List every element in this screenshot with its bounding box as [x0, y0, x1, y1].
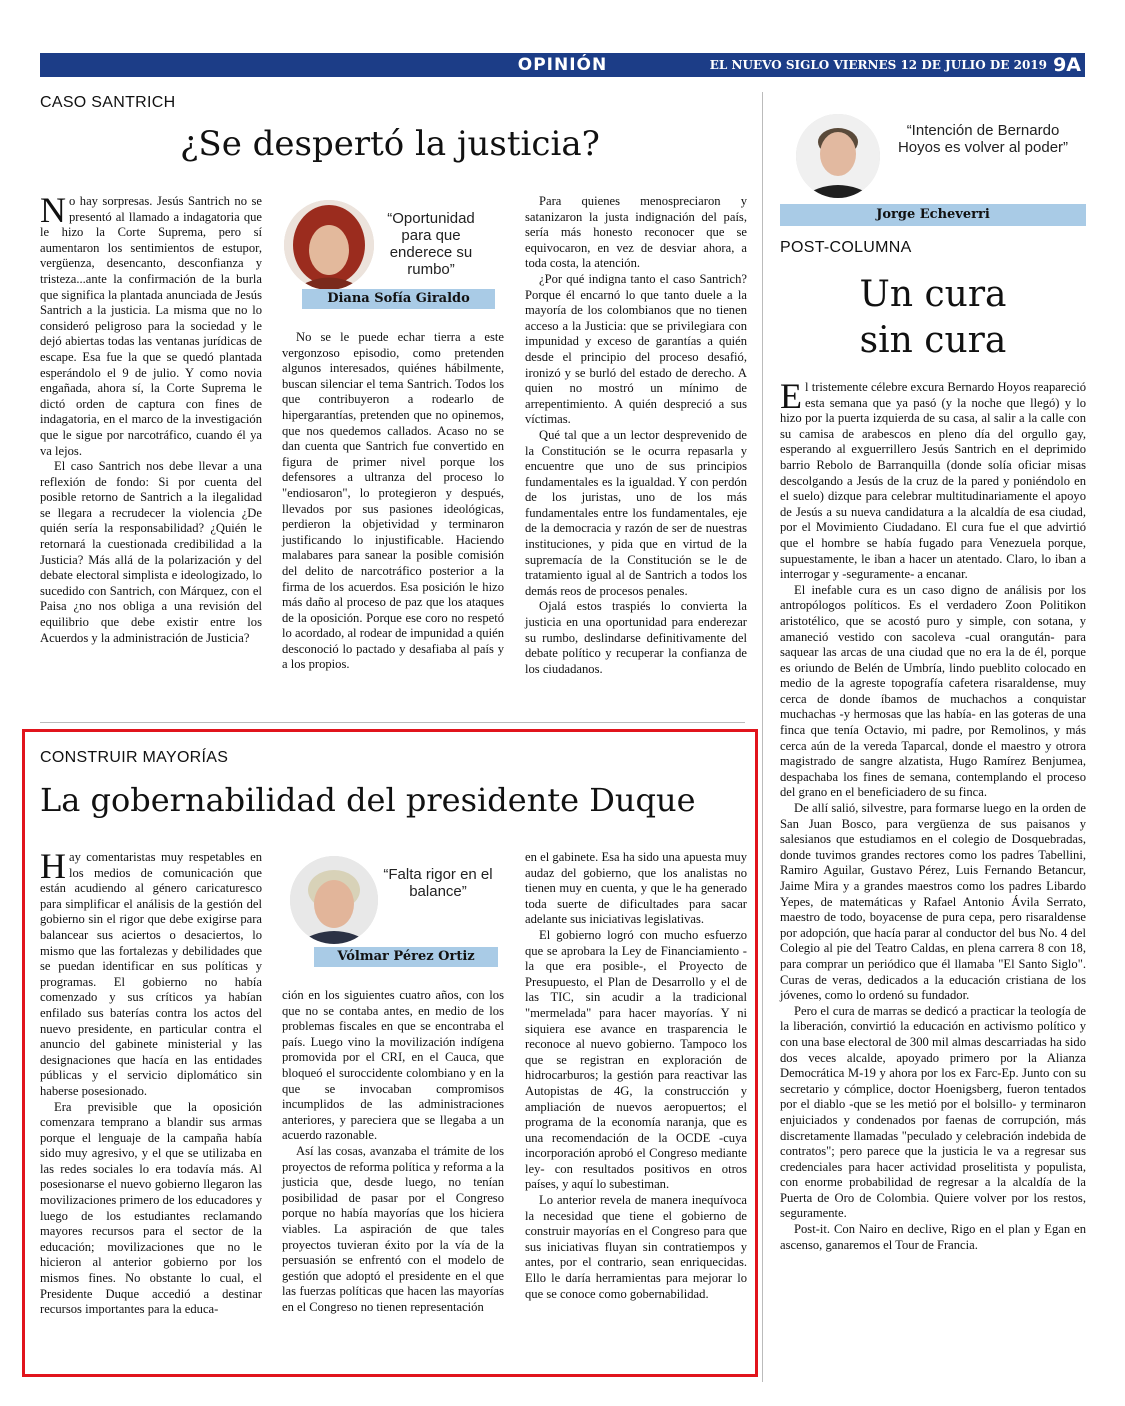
article1-paragraph: No se le puede echar tierra a este vergonzoso episodio, como pretenden algunos interesados, quiénes hábilmente, buscan silenciar el tema Santrich. Todos los que contribuyeron a rodearlo de hipergarantías, pretenden que no opinemos, que nos quedemos callados. Acaso no se dan cuenta que Santrich fue convertido en figura de primer nivel porque los defensores a ultranza del proceso lo "endiosaron", lo protegieron y después, llevados por sus pasiones ideológicas, perdieron la objetividad y terminaron justificando lo injustificable. Haciendo malabares para sanear la posible comisión del delito de narcotráfico posterior a la firma de los acuerdos. Esa posición le hizo más daño al proceso de paz que los ataques de la oposición. Porque ese coro no respetó lo acordado, al rodear de impunidad a quién desconoció lo pactado y desafiaba al país y a los propios.: [282, 330, 504, 672]
paper-name: EL NUEVO SIGLO: [709, 58, 830, 72]
dropcap: H: [40, 846, 66, 886]
article1-column-1: [40, 190, 262, 646]
article2-column-2: [282, 988, 504, 1315]
article2-column-1: [40, 846, 262, 1318]
article3-paragraph: l tristemente célebre excura Bernardo Hoyos reapareció esta semana que ya pasó (y la noche que llegó) y lo hizo por la puerta izquierda de su casa, al salir a la calle con su camisa de arabescos en pleno día del orgullo gay, esperando al exguerrillero Jesús Santrich en el deprimido barrio Rebolo de Barranquilla (donde solía oficiar misas descolgando a Jesús de la cruz de la pared y poniéndolo en el suelo) dizque para celebrar multitudinariamente el apoyo de Jesús a su nueva candidatura a la alcaldía de esa ciudad, por el Movimiento Ciudadano. El cura fue el que advirtió que el hombre se había fugado para Venezuela porque, supuestamente, le iban a hacer un atentado. Claro, lo iban a interrogar y -seguramente- a encanar.: [780, 380, 1086, 582]
page-number: 9A: [1053, 54, 1081, 76]
author-photo-icon: [290, 856, 378, 944]
article3-column: [780, 376, 1086, 1253]
article2-title: La gobernabilidad del presidente Duque: [40, 781, 696, 819]
section-title: OPINIÓN: [517, 55, 608, 75]
author-portrait: [284, 200, 374, 290]
article1-paragraph: El caso Santrich nos debe llevar a una reflexión de fondo: Si por cuenta del posible retorno de Santrich a la ilegalidad se llegara a recrudecer la violencia ¿De quién sería la responsabilidad? ¿Quién le retornará la cuestionada credibilidad a la Justicia? Más allá de la polarización y del debate electoral simplista e ideologizado, lo sucedido con Santrich, con Márquez, con el Paisa ¿no nos obliga a una revisión del equilibrio que debe existir entre los Acuerdos y la administración de Justicia?: [40, 459, 262, 645]
article2-paragraph: Así las cosas, avanzaba el trámite de los proyectos de reforma política y reforma a la justicia que, desde luego, no tenían posibilidad de pasar por el Congreso porque no había mayorías que los hiciera viables. La aspiración de que tales proyectos tuvieran éxito por la vía de la persuasión se enfrentó con el modelo de gestión que adoptó el presidente en el que las fuerzas políticas que hacen las mayorías en el Congreso no tienen representación: [282, 1143, 504, 1314]
pull-quote: “Falta rigor en el balance”: [383, 866, 493, 900]
article2-paragraph: ción en los siguientes cuatro años, con los que no se contaba antes, en medio de los problemas fiscales en que se encontraba el país. Luego vino la movilización indígena promovida por el CRI, en el Cauca, que bloqueó el suroccidente colombiano y en la que se invocaban compromisos incumplidos de las administraciones anteriores, y pareciera que se llegaba a un acuerdo razonable.: [282, 988, 504, 1143]
article1-paragraph: Para quienes menospreciaron y satanizaron la justa indignación del país, sería más honesto reconocer que se equivocaron, en vez de desviar ahora, a toda costa, la atención.: [525, 194, 747, 271]
pull-quote: “Intención de Bernardo Hoyos es volver al poder”: [897, 122, 1069, 156]
article3-kicker: POST-COLUMNA: [780, 239, 912, 256]
dropcap: E: [780, 376, 802, 416]
dropcap: N: [40, 190, 66, 230]
issue-date: VIERNES 12 DE JULIO DE 2019: [833, 58, 1047, 72]
article1-column-3: [525, 194, 747, 677]
article3-paragraph: El inefable cura es un caso digno de análisis por los antropólogos políticos. Es el verdadero Zoon Politikon aristotélico, que se acostó puro y simple, con sotana, y amaneció vestido con sacoleva -cual orangután- para saquear las arcas de una ciudad que no era la de él, porque es oriundo de Belén de Umbría, lindo pueblito colocado en medio de la agreste topografía cafetera risaraldense, muy cerca de donde íbamos de muchachos a conquistar muchachas -y hermosas que las había- en las goteras de una finca que tenía Octavio, mi padre, por Remolinos, y más cerca aún de la vereda Taparcal, donde el maestro y otrora magistrado de sangre alzatista, Hugo Ramírez Benjumea, despachaba los fines de semana, contemplando el proceso del grano en el beneficiadero de su finca.: [780, 582, 1086, 800]
article1-paragraph: ¿Por qué indigna tanto el caso Santrich? Porque él encarnó lo que tanto duele a la mayoría de los colombianos que no tienen acceso a la Justicia: que se privilegiara con impunidad y exceso de garantías a quién desde el principio del proceso desafió, ironizó y se burló del estado de derecho. A quien no mostró un mínimo de arrepentimiento. A quién despreció a sus víctimas.: [525, 271, 747, 427]
section-header-bar: [40, 53, 1085, 77]
article1-paragraph: Ojalá estos traspiés lo convierta la justicia en una oportunidad para enderezar su rumbo, deslindarse definitivamente del debate político y recuperar la confianza de los ciudadanos.: [525, 599, 747, 676]
pull-quote: “Oportunidad para que enderece su rumbo”: [387, 210, 475, 278]
article1-column-2: [282, 330, 504, 673]
article3-paragraph: De allí salió, silvestre, para formarse luego en la orden de San Juan Bosco, para vergüenza de sus paisanos y salesianos que estudiamos en el colegio de Dosquebradas, donde tuvimos grandes rectores como los padres Tabellini, Ramiro Aguilar, Gustavo Pérez, Luis Fernando Betancur, Jaime Mira y a grandes maestros como los padres Libardo Yepes, de matemáticas y Rafael Antonio Ávila Serrato, maestro de todo, boyacense de pura cepa, pero risaraldense por adopción, que hacía parar al conductor del bus No. 4 del Colegio al pie del Teatro Caldas, en plena carrera 8 con 18, para comprar un periódico que él llamaba "El Santo Siglo". Curas de veras, dedicados a la educación cristiana de los jóvenes, como lo ordenó su fundador.: [780, 801, 1086, 1003]
article1-title: ¿Se despertó la justicia?: [180, 124, 600, 164]
article-divider: [40, 722, 745, 723]
article2-paragraph: Lo anterior revela de manera inequívoca la necesidad que tiene el gobierno de construir mayorías en el Congreso para que sus iniciativas fluyan sin contratiempos y antes, por el contrario, sean enriquecidas. Ello le daría herramientas para mejorar lo que se conoce como gobernabilidad.: [525, 1193, 747, 1301]
article3-title-line2: sin cura: [859, 320, 1007, 361]
paper-date: [710, 58, 1047, 72]
article1-quote-box: [280, 198, 495, 313]
author-photo-icon: [284, 200, 374, 290]
author-photo-icon: [796, 114, 880, 198]
article2-column-3: [525, 850, 747, 1302]
article1-paragraph: Qué tal que a un lector desprevenido de la Constitución se le ocurra repasarla y encuentre que uno de sus principios fundamentales es la igualdad. Y con perdón de los juristas, uno de los más fundamentales entre los fundamentales, eje de la democracia y razón de ser de nuestras instituciones, y pida que en virtud de la supremacía de la Constitución se le de tratamiento igual al de Santrich a todos los demás reos de procesos penales.: [525, 427, 747, 598]
article2-paragraph: El gobierno logró con mucho esfuerzo que se aprobara la Ley de Financiamiento - la que era posible-, el Proyecto de Presupuesto, el Plan de Desarrollo y el de las TIC, sin acudir a la tradicional "mermelada" para hacer mayorías. Y ni siquiera ese avance en trasparencia le reconoce al nuevo gobierno. Tampoco los que se registran en exploración de hidrocarburos; la gestión para reactivar las Autopistas de 4G, la construcción y ampliación de nuevos aeropuertos; el programa de la economía naranja, que es una recomendación de la OCDE -cuya incorporación aprobó el Congreso mediante ley- con resultados positivos en otros países, y aquí lo subestiman.: [525, 927, 747, 1192]
article2-paragraph: ay comentaristas muy respetables en los medios de comunicación que están acudiendo al género caricaturesco para simplificar el análisis de la gestión del gobierno sin el rigor que debe exigirse para balancear sus aciertos o desaciertos, lo mismo que las fortalezas y debilidades que se puedan identificar en sus políticas y programas. El gobierno no había comenzado y sus críticos ya habían enfilado sus baterías contra los actos del nuevo presidente, en particular contra el anuncio del gabinete ministerial y las designaciones que hacía en las entidades públicas y el servicio diplomático sin haberse posesionado.: [40, 850, 262, 1098]
author-name: Diana Sofía Giraldo: [302, 289, 495, 309]
article2-paragraph: en el gabinete. Esa ha sido una apuesta muy audaz del gobierno, que los analistas no tienen muy en cuenta, y que le ha generado toda suerte de dificultades para sacar adelante sus iniciativas legislativas.: [525, 850, 747, 927]
article1-kicker: CASO SANTRICH: [40, 94, 176, 111]
article3-quote-box: [780, 114, 1086, 229]
author-name: Vólmar Pérez Ortiz: [314, 947, 498, 967]
article3-title-line1: Un cura: [859, 274, 1007, 315]
author-portrait: [290, 856, 378, 944]
article1-paragraph: o hay sorpresas. Jesús Santrich no se presentó al llamado a indagatoria que le hizo la Corte Suprema, pero sí aumentaron los sentimientos de estupor, vergüenza, desencanto, desconfianza y tristeza...ante la confirmación de la burla que significa la plantada anunciada de Jesús Santrich a la justicia. La misma que no lo consideró peligroso para la sociedad y le dejó abiertas todas las ventanas jurídicas de escape. Esa fue la que se quedó plantada esperándolo el 9 de julio. Y como novia engañada, ahora sí, la Corte Suprema le dictó orden de captura con fines de indagatoria, en el marco de la investigación que le sigue por narcotráfico, cuando él ya va lejos.: [40, 194, 262, 458]
article2-kicker: CONSTRUIR MAYORÍAS: [40, 749, 229, 766]
author-portrait: [796, 114, 880, 198]
article2-paragraph: Era previsible que la oposición comenzara temprano a blandir sus armas porque el lenguaje de la campaña había sido muy agresivo, y el que se utilizaba en las redes sociales lo era todavía más. Al posesionarse el nuevo gobierno llegaron las movilizaciones primero de los educadores y luego de los estudiantes reclamando mayores recursos para el sector de la educación; movilizaciones que no le hicieron al anterior gobierno por los mismos fines. No obstante lo cual, el Presidente Duque accedió a destinar recursos importantes para la educa-: [40, 1099, 262, 1317]
column-divider: [762, 92, 763, 1382]
author-name: Jorge Echeverri: [780, 204, 1086, 226]
article3-paragraph: Post-it. Con Nairo en declive, Rigo en el plan y Egan en ascenso, ganaremos el Tour de Francia.: [780, 1222, 1086, 1252]
article2-quote-box: [286, 854, 498, 969]
article3-paragraph: Pero el cura de marras se dedicó a practicar la teología de la liberación, convirtió la educación en activismo político y con una base electoral de 300 mil almas descarriadas ha sido dos veces alcalde, apoyado primero por la Alianza Democrática M-19 y ahora por los ex Farc-Ep. Junto con su secretario y cómplice, doctor Hoenigsberg, fueron tentados por el diablo -que se les metió por el bolsillo- y terminaron enjuiciados y condenados por faenas de corrupción, más discretamente llamadas "peculado y celebración indebida de contratos"; pero parece que la justicia le va a regresar sus credenciales para hacer actividad proselitista y populista, con enorme probabilidad de regresar a la alcaldía de la Puerta de Oro de Colombia. Quiere volver por los restos, seguramente.: [780, 1003, 1086, 1221]
article3-title: [780, 272, 1086, 364]
